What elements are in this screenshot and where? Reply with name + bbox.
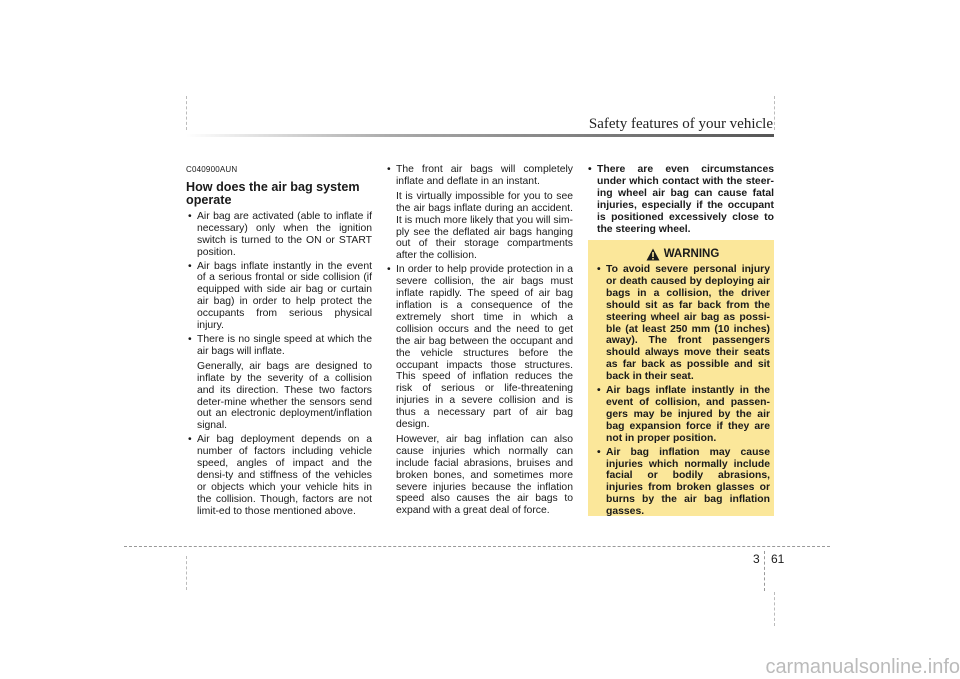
page-number: 61 bbox=[771, 552, 785, 566]
section-heading: How does the air bag system operate bbox=[186, 179, 360, 207]
list-item-paragraph: However, air bag inflation can also cause injuries which normally can include facial abrasions, bruises and broken bones, and sometimes more severe injuries because the inflation speed also causes the air bags to expand with a great deal of force. bbox=[396, 433, 573, 517]
middle-column bbox=[385, 164, 573, 519]
list-item-text: In order to help provide protection in a severe collision, the air bags must inflate rapidly. The speed of air bag inflation is a consequence of the extremely short time in which a collision occurs and the need to get the air bag between the occupant and the vehicle structures before the occupant impacts those structures. This speed of inflation reduces the risk of serious or life-threatening injuries in a severe collision and is thus a necessary part of air bag design. bbox=[396, 264, 573, 431]
warning-triangle-icon bbox=[646, 248, 660, 261]
left-column bbox=[186, 164, 372, 520]
header-title: Safety features of your vehicle bbox=[588, 116, 773, 132]
warning-box bbox=[588, 240, 774, 516]
right-column bbox=[586, 164, 774, 237]
bullet-list bbox=[385, 164, 573, 517]
section-code: C040900AUN bbox=[186, 165, 238, 174]
list-item-text: There is no single speed at which the air bags will inflate. bbox=[197, 333, 372, 357]
list-item-paragraph: Generally, air bags are designed to inflate by the severity of a collision and its direction. These two factors deter-mine whether the sensors send out an electronic deployment/inflation signal. bbox=[197, 360, 372, 432]
crop-mark bbox=[186, 556, 187, 590]
footer-rule bbox=[124, 546, 830, 547]
list-item bbox=[186, 211, 372, 259]
list-item bbox=[186, 261, 372, 332]
list-item-text: Air bag inflation may cause injuries which normally include facial or bodily abrasions, injuries from broken glasses or burns by the air bag inflation gasses. bbox=[606, 446, 770, 518]
warning-list bbox=[595, 264, 770, 518]
list-item bbox=[385, 164, 573, 262]
warning-title: WARNING bbox=[663, 247, 720, 260]
list-item-text: Air bags inflate instantly in the event of a serious frontal or side collision (if equipped with side air bag or curtain air bag) in order to help protect the occupants from serious physical injury. bbox=[197, 260, 372, 332]
list-item bbox=[586, 164, 774, 235]
list-item-paragraph: It is virtually impossible for you to see the air bags inflate during an accident. It is much more likely that you will sim-ply see the deflated air bags hanging out of their storage compartments after the collision. bbox=[396, 190, 573, 262]
list-item bbox=[595, 447, 770, 518]
watermark: carmanualsonline.info bbox=[765, 656, 960, 678]
header-rule bbox=[186, 134, 774, 137]
list-item bbox=[186, 334, 372, 432]
list-item bbox=[186, 434, 372, 517]
page-chapter: 3 bbox=[753, 552, 760, 566]
list-item bbox=[385, 264, 573, 517]
list-item-text: There are even circumstances under which contact with the steer-ing wheel air bag can cause fatal injuries, especially if the occupant is positioned excessively close to the steering wheel. bbox=[597, 164, 774, 235]
page-divider bbox=[764, 551, 765, 591]
list-item-text: To avoid severe personal injury or death caused by deploying air bags in a collision, the driver should sit as far back from the steering wheel air bag as possi-ble (at least 250 mm (10 inches) away). The front passengers should always move their seats as far back as possible and sit back in their seat. bbox=[606, 264, 770, 383]
list-item-text: Air bag deployment depends on a number of factors including vehicle speed, angles of impact and the densi-ty and stiffness of the vehicles or objects which your vehicle hits in the collision. Though, factors are not limit-ed to those mentioned above. bbox=[197, 434, 372, 517]
bullet-list bbox=[586, 164, 774, 235]
list-item-text: The front air bags will completely inflate and deflate in an instant. bbox=[396, 164, 573, 187]
list-item-text: Air bags inflate instantly in the event of collision, and passen-gers may be injured by the air bag expansion force if they are not in proper position. bbox=[606, 385, 770, 444]
warning-header bbox=[595, 248, 770, 261]
list-item bbox=[595, 385, 770, 445]
crop-mark bbox=[186, 96, 187, 130]
crop-mark bbox=[774, 96, 775, 130]
list-item-text: Air bag are activated (able to inflate if necessary) only when the ignition switch is turned to the ON or START position. bbox=[197, 210, 372, 258]
bullet-list bbox=[186, 211, 372, 518]
crop-mark bbox=[774, 592, 775, 626]
list-item bbox=[595, 264, 770, 383]
